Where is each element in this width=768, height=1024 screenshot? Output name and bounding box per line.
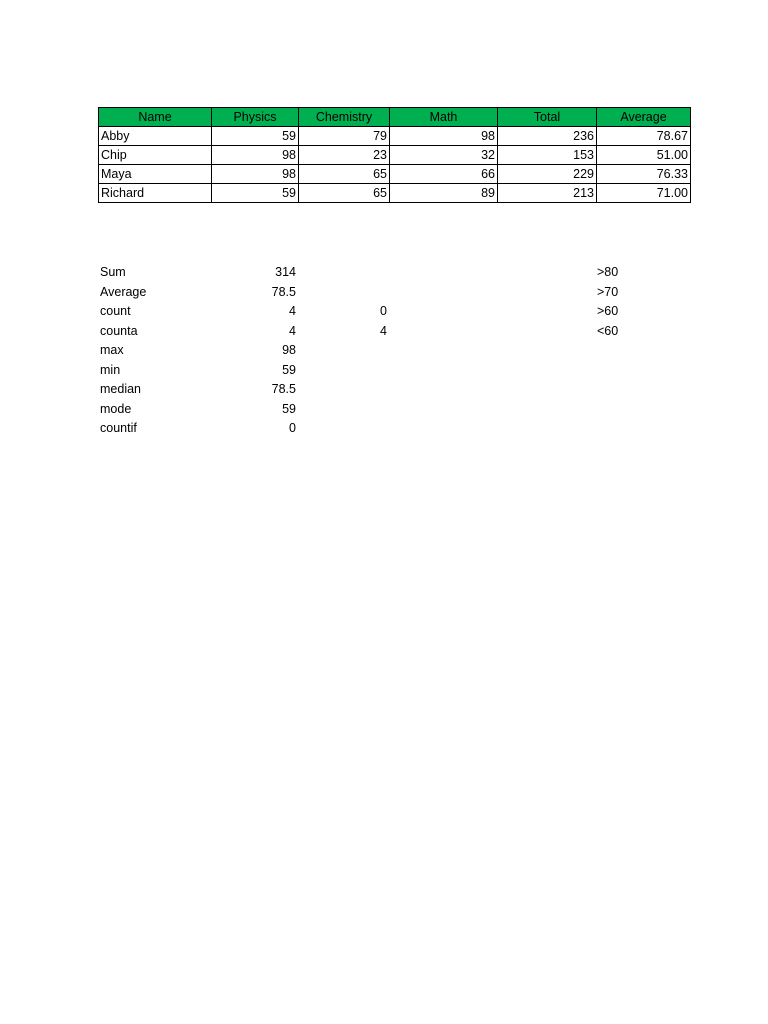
cell-name: Richard: [99, 184, 212, 203]
cell-math: 98: [390, 127, 498, 146]
stat-value: 98: [282, 343, 296, 357]
stat-value: 0: [289, 421, 296, 435]
cell-chemistry: 65: [299, 184, 390, 203]
cell-name: Abby: [99, 127, 212, 146]
threshold-label: >80: [597, 265, 619, 279]
stat-label: min: [100, 362, 121, 377]
header-chemistry: Chemistry: [299, 108, 390, 127]
stat-label: Average: [100, 284, 147, 299]
cell-average: 78.67: [597, 127, 691, 146]
cell-math: 32: [390, 146, 498, 165]
header-average: Average: [597, 108, 691, 127]
cell-total: 213: [498, 184, 597, 203]
threshold-label: >60: [597, 304, 619, 318]
grades-table: [98, 107, 691, 203]
stat-extra: 0: [380, 304, 387, 318]
stats-row-sum: [100, 263, 700, 283]
stats-row-average: [100, 283, 700, 303]
stat-value: 4: [289, 323, 296, 338]
stat-extra: 4: [380, 323, 387, 338]
cell-chemistry: 65: [299, 165, 390, 184]
stats-row-counta: [100, 322, 700, 342]
header-physics: Physics: [212, 108, 299, 127]
header-name: Name: [99, 108, 212, 127]
table-row: [99, 184, 691, 203]
table-header-row: [99, 108, 691, 127]
cell-name: Chip: [99, 146, 212, 165]
stat-label: counta: [100, 323, 138, 338]
stats-row-mode: [100, 400, 700, 420]
header-total: Total: [498, 108, 597, 127]
stat-label: Sum: [100, 265, 126, 279]
table-row: [99, 127, 691, 146]
cell-physics: 59: [212, 184, 299, 203]
stat-label: count: [100, 304, 131, 318]
stats-row-median: [100, 380, 700, 400]
stat-value: 59: [282, 362, 296, 377]
cell-total: 153: [498, 146, 597, 165]
cell-average: 71.00: [597, 184, 691, 203]
table-row: [99, 146, 691, 165]
cell-physics: 59: [212, 127, 299, 146]
stat-label: max: [100, 343, 124, 357]
stat-label: mode: [100, 401, 132, 416]
stat-label: median: [100, 382, 141, 396]
table-row: [99, 165, 691, 184]
stats-row-min: [100, 361, 700, 381]
statistics-block: [100, 263, 700, 439]
stat-value: 4: [289, 304, 296, 318]
stat-value: 78.5: [271, 382, 296, 396]
threshold-label: <60: [597, 323, 619, 338]
stat-label: countif: [100, 421, 137, 435]
cell-name: Maya: [99, 165, 212, 184]
header-math: Math: [390, 108, 498, 127]
cell-total: 229: [498, 165, 597, 184]
cell-average: 76.33: [597, 165, 691, 184]
cell-chemistry: 23: [299, 146, 390, 165]
cell-math: 66: [390, 165, 498, 184]
cell-total: 236: [498, 127, 597, 146]
stat-value: 78.5: [271, 284, 296, 299]
cell-average: 51.00: [597, 146, 691, 165]
stat-value: 59: [282, 401, 296, 416]
cell-physics: 98: [212, 146, 299, 165]
threshold-label: >70: [597, 284, 619, 299]
cell-chemistry: 79: [299, 127, 390, 146]
stat-value: 314: [275, 265, 296, 279]
stats-row-count: [100, 302, 700, 322]
stats-row-max: [100, 341, 700, 361]
cell-physics: 98: [212, 165, 299, 184]
stats-row-countif: [100, 419, 700, 439]
cell-math: 89: [390, 184, 498, 203]
